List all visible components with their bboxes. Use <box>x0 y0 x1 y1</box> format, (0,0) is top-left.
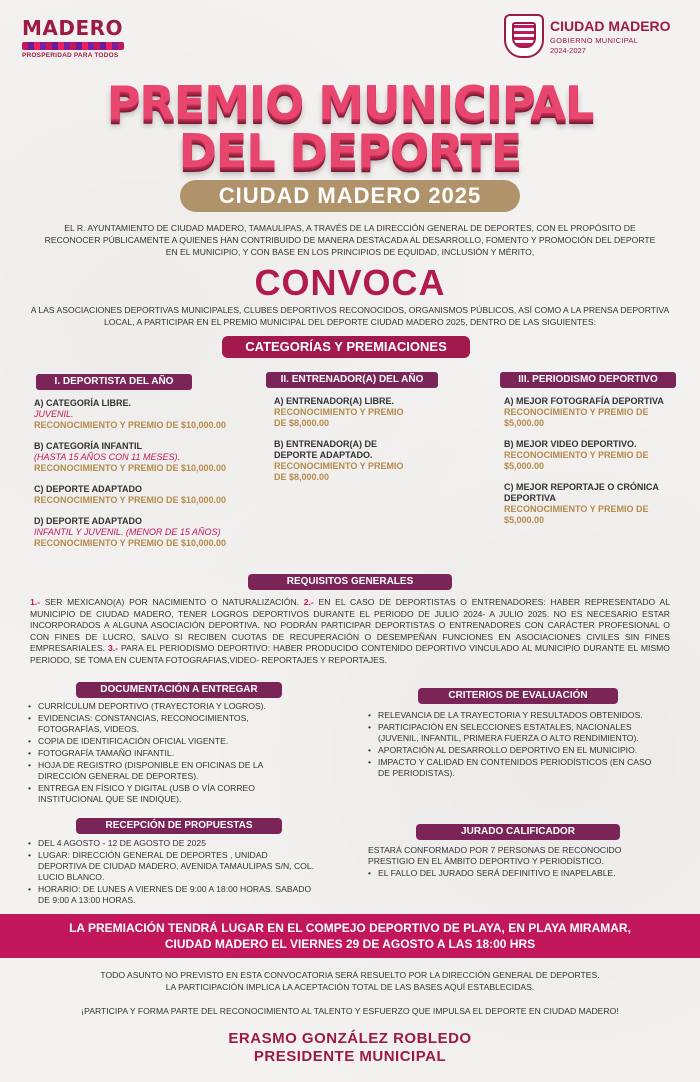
category-item: A) CATEGORÍA LIBRE. JUVENIL. RECONOCIMIENTO Y PREMIO DE $10,000.00 <box>34 398 227 430</box>
title-line-2: DEL DEPORTE <box>178 124 522 178</box>
signer-name: ERASMO GONZÁLEZ ROBLEDO <box>228 1030 472 1047</box>
column-periodismo <box>504 396 664 536</box>
list-item: • APORTACIÓN AL DESARROLLO DEPORTIVO EN EL MUNICIPIO. <box>368 745 654 756</box>
categories-heading: CATEGORÍAS Y PREMIACIONES <box>222 336 470 358</box>
category-item: B) ENTRENADOR(A) DE DEPORTE ADAPTADO. RECONOCIMIENTO Y PREMIO DE $8,000.00 <box>274 439 404 482</box>
list-item: • LUGAR: DIRECCIÓN GENERAL DE DEPORTES , UNIDAD DEPORTIVA DE CIUDAD MADERO, AVENIDA TAMAULIPAS S/N, COL. LUCIO BLANCO. <box>28 850 318 883</box>
list-item: • DEL 4 AGOSTO - 12 DE AGOSTO DE 2025 <box>28 838 318 849</box>
ciudad-madero-logo <box>504 14 680 58</box>
jury-list <box>368 868 658 880</box>
convoca-heading: CONVOCA <box>254 262 446 303</box>
subtitle-pill: CIUDAD MADERO 2025 <box>180 180 520 212</box>
column-heading-periodismo: III. PERIODISMO DEPORTIVO <box>500 372 676 388</box>
requirements-heading: REQUISITOS GENERALES <box>248 574 452 590</box>
list-item: • EVIDENCIAS: CONSTANCIAS, RECONOCIMIENTOS, FOTOGRAFÍAS, VIDEOS. <box>28 713 306 735</box>
list-item: • RELEVANCIA DE LA TRAYECTORIA Y RESULTADOS OBTENIDOS. <box>368 710 654 721</box>
category-item: B) CATEGORÍA INFANTIL (HASTA 15 AÑOS CON 11 MESES). RECONOCIMIENTO Y PREMIO DE $10,000.00 <box>34 441 227 473</box>
signer-title: PRESIDENTE MUNICIPAL <box>253 1048 447 1065</box>
city-name: CIUDAD MADERO <box>550 18 671 34</box>
column-heading-deportista: I. DEPORTISTA DEL AÑO <box>36 374 192 390</box>
government-years: 2024-2027 <box>550 46 586 55</box>
award-ceremony-banner <box>0 914 700 958</box>
category-item: D) DEPORTE ADAPTADO INFANTIL Y JUVENIL. (MENOR DE 15 AÑOS) RECONOCIMIENTO Y PREMIO DE $10,000.00 <box>34 516 227 548</box>
footer-note-2: LA PARTICIPACIÓN IMPLICA LA ACEPTACIÓN TOTAL DE LAS BASES AQUÍ ESTABLECIDAS. <box>165 982 535 992</box>
list-item: • IMPACTO Y CALIDAD EN CONTENIDOS PERIODÍSTICOS (EN CASO DE PERIODISTAS). <box>368 757 654 779</box>
column-deportista <box>34 398 254 559</box>
list-item: • COPIA DE IDENTIFICACIÓN OFICIAL VIGENTE. <box>28 736 306 747</box>
requirements-text: 1.- SER MEXICANO(A) POR NACIMIENTO O NATURALIZACIÓN. 2.- EN EL CASO DE DEPORTISTAS O ENTRENADORES: HABER REPRESENTADO AL MUNICIPIO DE CIUDAD MADERO, TENER LOGROS DEPORTIVOS DURANTE EL PERIODO DE JULIO 2024- A JULIO 2025. NO ES NECESARIO ESTAR INCORPORADOS A ALGUNA ASOCIACIÓN DEPORTIVA. NO PODRÁN PARTICIPAR DEPORTISTAS O ENTRENADORES CON CARÁCTER PROFESIONAL O CON FINES DE LUCRO, SALVO SI RECIBEN CUOTAS DE RECUPERACIÓN O DESEMPEÑAN FUNCIONES EN ASOCIACIONES CIVILES SIN FINES EMPRESARIALES. 3.- PARA EL PERIODISMO DEPORTIVO: HABER PRODUCIDO CONTENIDO DEPORTIVO VINCULADO AL MUNICIPIO DURANTE EL MISMO PERIODO, SE TOMA EN CUENTA FOTOGRAFIAS,VIDEO- REPORTAJES Y REPORTAJES. <box>30 597 670 665</box>
logo-stripe-icon <box>22 42 124 50</box>
title-line-1: PREMIO MUNICIPAL <box>106 76 594 130</box>
category-item: C) MEJOR REPORTAJE O CRÓNICA DEPORTIVA RECONOCIMIENTO Y PREMIO DE $5,000.00 <box>504 482 659 525</box>
madero-logo <box>22 16 132 59</box>
criteria-heading: CRITERIOS DE EVALUACIÓN <box>418 688 618 704</box>
list-item: • HORARIO: DE LUNES A VIERNES DE 9:00 A 18:00 HORAS. SABADO DE 9:00 A 13:00 HORAS. <box>28 884 318 906</box>
jury-heading: JURADO CALIFICADOR <box>416 824 620 840</box>
government-label: GOBIERNO MUNICIPAL <box>550 36 639 45</box>
banner-line-2: CIUDAD MADERO EL VIERNES 29 DE AGOSTO A LAS 18:00 HRS <box>164 937 536 951</box>
invitation-text: A LAS ASOCIACIONES DEPORTIVAS MUNICIPALES, CLUBES DEPORTIVOS RECONOCIDOS, ORGANISMOS PÚBLICOS, ASÍ COMO A LA PRENSA DEPORTIVA LOCAL, A PARTICIPAR EN EL PREMIO MUNICIPAL DEL DEPORTE CIUDAD MADERO 2025, DENTRO DE LAS SIGUIENTES: <box>30 305 670 327</box>
category-item: B) MEJOR VIDEO DEPORTIVO. RECONOCIMIENTO Y PREMIO DE $5,000.00 <box>504 439 649 471</box>
category-item: A) ENTRENADOR(A) LIBRE. RECONOCIMIENTO Y PREMIO DE $8,000.00 <box>274 396 404 428</box>
reception-list <box>28 838 318 907</box>
footer-call-to-action: ¡PARTICIPA Y FORMA PARTE DEL RECONOCIMIENTO AL TALENTO Y ESFUERZO QUE IMPULSA EL DEPORTE EN CIUDAD MADERO! <box>81 1006 619 1016</box>
madero-logo-tagline: PROSPERIDAD PARA TODOS <box>22 52 119 59</box>
list-item: • ENTREGA EN FÍSICO Y DIGITAL (USB O VÍA CORREO INSTITUCIONAL QUE SE INDIQUE). <box>28 783 306 805</box>
footer-note-1: TODO ASUNTO NO PREVISTO EN ESTA CONVOCATORIA SERÁ RESUELTO POR LA DIRECCIÓN GENERAL DE DEPORTES. <box>100 970 600 980</box>
column-entrenador <box>274 396 414 493</box>
city-seal-icon <box>504 14 544 58</box>
list-item: • CURRÍCULUM DEPORTIVO (TRAYECTORIA Y LOGROS). <box>28 701 306 712</box>
list-item: • PARTICIPACIÓN EN SELECCIONES ESTATALES, NACIONALES (JUVENIL, INFANTIL, PRIMERA FUERZA O ALTO RENDIMIENTO). <box>368 722 654 744</box>
list-item: • FOTOGRAFÍA TAMAÑO INFANTIL. <box>28 748 306 759</box>
documentation-heading: DOCUMENTACIÓN A ENTREGAR <box>76 682 282 698</box>
category-item: A) MEJOR FOTOGRAFÍA DEPORTIVA RECONOCIMIENTO Y PREMIO DE $5,000.00 <box>504 396 664 428</box>
category-item: C) DEPORTE ADAPTADO RECONOCIMIENTO Y PREMIO DE $10,000.00 <box>34 484 227 505</box>
criteria-list <box>368 710 654 780</box>
list-item: • HOJA DE REGISTRO (DISPONIBLE EN OFICINAS DE LA DIRECCIÓN GENERAL DE DEPORTES). <box>28 760 306 782</box>
list-item: • EL FALLO DEL JURADO SERÁ DEFINITIVO E INAPELABLE. <box>368 868 658 879</box>
documentation-list <box>28 701 306 806</box>
intro-text: EL R. AYUNTAMIENTO DE CIUDAD MADERO, TAMAULIPAS, A TRAVÉS DE LA DIRECCIÓN GENERAL DE DEPORTES, CON EL PROPÓSITO DE RECONOCER PÚBLICAMENTE A QUIENES HAN CONTRIBUIDO DE MANERA DESTACADA AL DESARROLLO, FOMENTO Y PROMOCIÓN DEL DEPORTE EN EL MUNICIPIO, Y CON BASE EN LOS PRINCIPIOS DE EQUIDAD, INCLUSIÓN Y MÉRITO, <box>44 223 656 257</box>
banner-line-1: LA PREMIACIÓN TENDRÁ LUGAR EN EL COMPEJO DEPORTIVO DE PLAYA, EN PLAYA MIRAMAR, <box>69 921 631 935</box>
jury-text: ESTARÁ CONFORMADO POR 7 PERSONAS DE RECONOCIDO PRESTIGIO EN EL ÁMBITO DEPORTIVO Y PERIODÍSTICO. <box>368 845 622 866</box>
reception-heading: RECEPCIÓN DE PROPUESTAS <box>76 818 282 834</box>
madero-logo-word: MADERO <box>22 16 124 40</box>
column-heading-entrenador: II. ENTRENADOR(A) DEL AÑO <box>266 372 438 388</box>
